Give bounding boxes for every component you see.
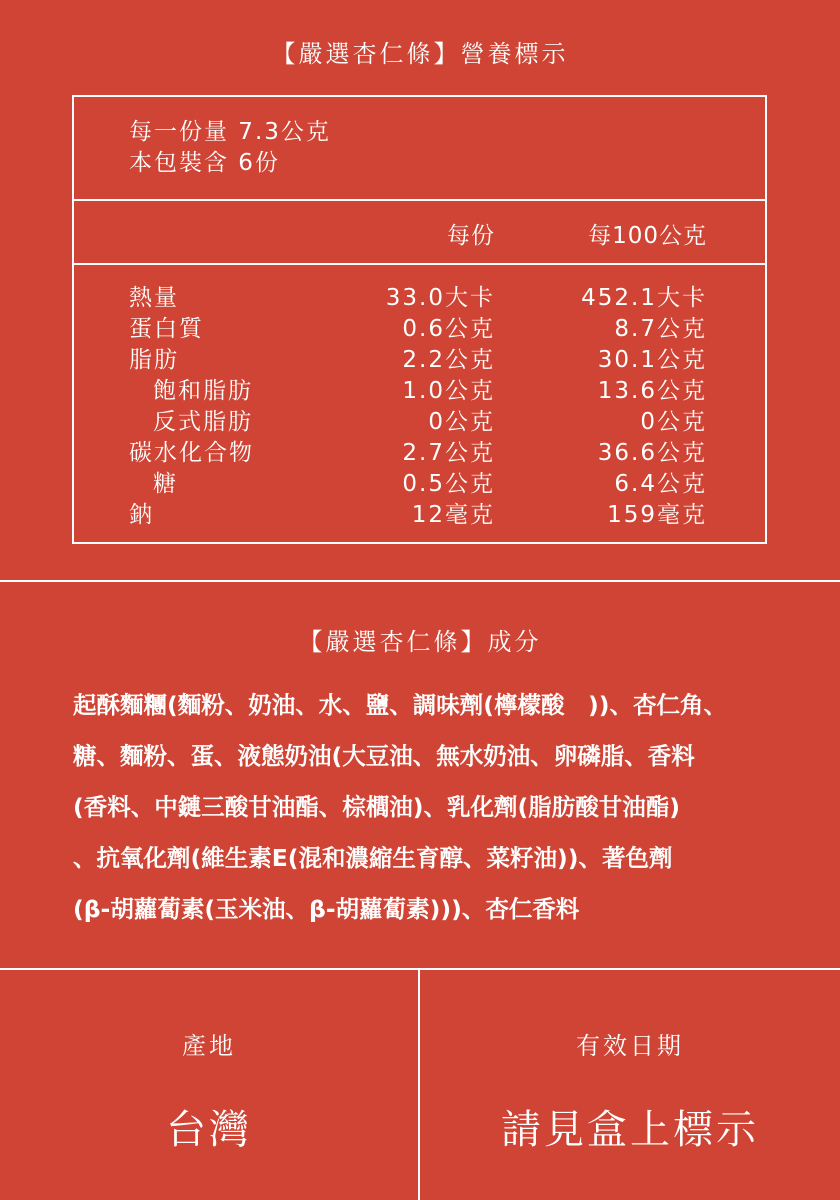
nutrition-row bbox=[74, 376, 765, 407]
nutrition-rows bbox=[74, 283, 765, 531]
ingredients-line: 起酥麵糰(麵粉、奶油、水、鹽、調味劑(檸檬酸 ))、杏仁角、 bbox=[73, 691, 727, 719]
nutrient-per-serving: 0.6公克 bbox=[402, 316, 495, 342]
nutrient-per-100g: 6.4公克 bbox=[614, 471, 707, 497]
expiry-label: 有效日期 bbox=[576, 1032, 684, 1060]
nutrient-label: 反式脂肪 bbox=[153, 409, 253, 435]
ingredients-line: 、抗氧化劑(維生素E(混和濃縮生育醇、菜籽油))、著色劑 bbox=[73, 844, 673, 872]
nutrient-per-serving: 2.2公克 bbox=[402, 347, 495, 373]
serving-size: 每一份量 7.3公克 bbox=[129, 119, 331, 145]
nutrient-label: 鈉 bbox=[129, 502, 154, 528]
nutrient-per-100g: 159毫克 bbox=[607, 502, 707, 528]
nutrition-row bbox=[74, 438, 765, 469]
nutrient-per-100g: 30.1公克 bbox=[597, 347, 707, 373]
nutrient-label: 飽和脂肪 bbox=[153, 378, 253, 404]
nutrient-label: 蛋白質 bbox=[129, 316, 204, 342]
nutrient-label: 脂肪 bbox=[129, 347, 179, 373]
nutrient-per-serving: 1.0公克 bbox=[402, 378, 495, 404]
nutrient-per-100g: 8.7公克 bbox=[614, 316, 707, 342]
nutrient-per-serving: 12毫克 bbox=[411, 502, 495, 528]
nutrient-per-serving: 33.0大卡 bbox=[385, 285, 495, 311]
divider bbox=[0, 580, 840, 582]
ingredients-text bbox=[73, 680, 773, 935]
nutrition-table bbox=[72, 95, 767, 544]
nutrient-label: 熱量 bbox=[129, 285, 179, 311]
nutrition-row bbox=[74, 469, 765, 500]
nutrient-per-100g: 13.6公克 bbox=[597, 378, 707, 404]
nutrient-label: 碳水化合物 bbox=[129, 440, 254, 466]
ingredients-line: (香料、中鏈三酸甘油酯、棕櫚油)、乳化劑(脂肪酸甘油酯) bbox=[73, 793, 680, 821]
serving-info bbox=[74, 97, 765, 201]
nutrition-header bbox=[74, 201, 765, 265]
column-header-per-100g: 每100公克 bbox=[588, 223, 707, 249]
nutrition-row bbox=[74, 283, 765, 314]
nutrition-row bbox=[74, 345, 765, 376]
nutrient-per-serving: 2.7公克 bbox=[402, 440, 495, 466]
column-header-per-serving: 每份 bbox=[447, 223, 495, 249]
origin-value: 台灣 bbox=[166, 1107, 252, 1153]
nutrient-per-100g: 452.1大卡 bbox=[581, 285, 707, 311]
nutrition-row bbox=[74, 500, 765, 531]
ingredients-title: 【嚴選杏仁條】成分 bbox=[298, 628, 542, 656]
servings-per-package: 本包裝含 6份 bbox=[129, 150, 280, 176]
nutrient-label: 糖 bbox=[153, 471, 178, 497]
origin-label: 產地 bbox=[182, 1032, 236, 1060]
expiry-value: 請見盒上標示 bbox=[501, 1107, 759, 1153]
footer-divider bbox=[418, 970, 420, 1200]
nutrition-row bbox=[74, 407, 765, 438]
ingredients-line: 糖、麵粉、蛋、液態奶油(大豆油、無水奶油、卵磷脂、香料 bbox=[73, 742, 695, 770]
nutrition-row bbox=[74, 314, 765, 345]
nutrient-per-100g: 0公克 bbox=[640, 409, 707, 435]
nutrition-title: 【嚴選杏仁條】營養標示 bbox=[271, 40, 569, 68]
divider bbox=[0, 968, 840, 970]
nutrient-per-serving: 0公克 bbox=[428, 409, 495, 435]
nutrient-per-100g: 36.6公克 bbox=[597, 440, 707, 466]
nutrient-per-serving: 0.5公克 bbox=[402, 471, 495, 497]
ingredients-line: (β-胡蘿蔔素(玉米油、β-胡蘿蔔素)))、杏仁香料 bbox=[73, 895, 580, 923]
